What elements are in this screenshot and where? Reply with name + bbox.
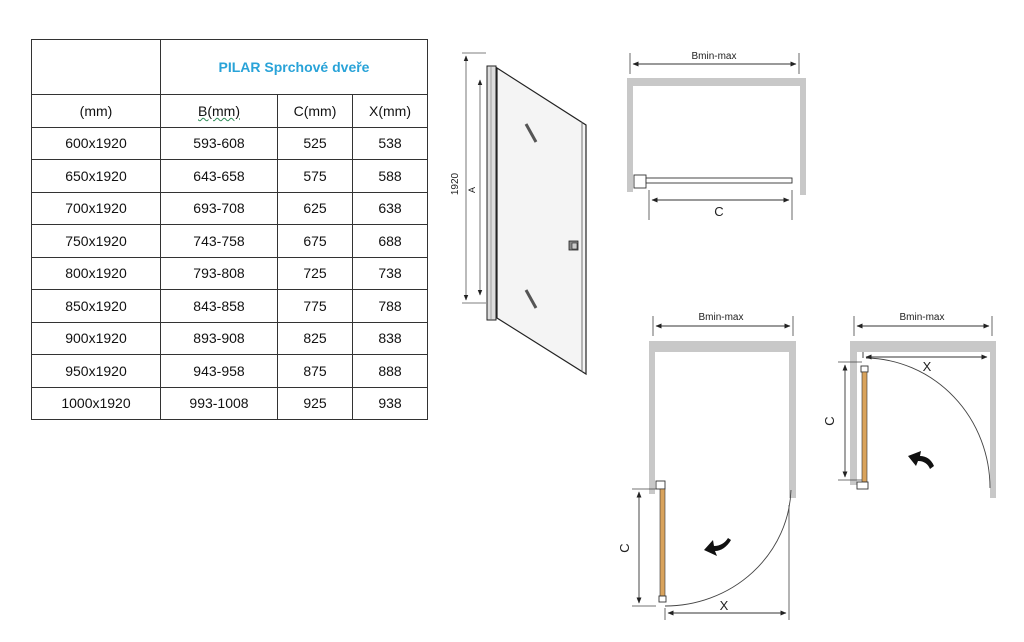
- left-swing-arrow: [704, 538, 731, 556]
- cell-c: 725: [278, 257, 353, 290]
- top-view-closed: [627, 51, 806, 220]
- header-x: X(mm): [353, 95, 428, 128]
- cell-size: 600x1920: [32, 127, 161, 160]
- cell-c: 875: [278, 355, 353, 388]
- door-knob: [569, 241, 578, 250]
- cell-size: 1000x1920: [32, 387, 161, 420]
- cell-size: 700x1920: [32, 192, 161, 225]
- top-width-label: Bmin-max: [691, 51, 737, 62]
- cell-c: 825: [278, 322, 353, 355]
- cell-x: 588: [353, 160, 428, 193]
- right-width-label: Bmin-max: [899, 312, 945, 323]
- cell-c: 525: [278, 127, 353, 160]
- cell-size: 650x1920: [32, 160, 161, 193]
- cell-b: 943-958: [161, 355, 278, 388]
- cell-b: 743-758: [161, 225, 278, 258]
- cell-b: 793-808: [161, 257, 278, 290]
- left-wall: [649, 341, 796, 498]
- height-dimension: [462, 53, 486, 303]
- cell-x: 838: [353, 322, 428, 355]
- closed-glass: [646, 178, 792, 183]
- a-label: A: [467, 186, 477, 194]
- cell-c: 775: [278, 290, 353, 323]
- cell-size: 800x1920: [32, 257, 161, 290]
- header-c: C(mm): [278, 95, 353, 128]
- cell-b: 993-1008: [161, 387, 278, 420]
- cell-size: 850x1920: [32, 290, 161, 323]
- cell-c: 575: [278, 160, 353, 193]
- cell-size: 750x1920: [32, 225, 161, 258]
- door-glass-panel: [497, 68, 586, 374]
- cell-c: 625: [278, 192, 353, 225]
- cell-x: 538: [353, 127, 428, 160]
- swing-view-right: [822, 312, 996, 498]
- cell-b: 643-658: [161, 160, 278, 193]
- height-label: 1920: [450, 172, 461, 196]
- right-c-label: C: [822, 416, 837, 426]
- table-title: PILAR Sprchové dveře: [161, 40, 428, 95]
- header-b: B(mm): [161, 95, 278, 128]
- cell-x: 788: [353, 290, 428, 323]
- open-glass-panel: [660, 489, 665, 596]
- wall-profile: [487, 66, 496, 320]
- cell-b: 843-858: [161, 290, 278, 323]
- left-x-label: X: [719, 598, 729, 613]
- top-c-label: C: [714, 204, 724, 219]
- swing-view-left: [617, 312, 796, 620]
- cell-size: 950x1920: [32, 355, 161, 388]
- left-swing-arc: [665, 490, 791, 606]
- right-swing-arc: [866, 358, 990, 488]
- hinge-block: [634, 175, 646, 188]
- top-wall: [627, 78, 806, 195]
- cell-c: 675: [278, 225, 353, 258]
- cell-x: 938: [353, 387, 428, 420]
- right-swing-arrow: [908, 451, 934, 469]
- left-c-label: C: [617, 543, 632, 553]
- cell-x: 888: [353, 355, 428, 388]
- cell-b: 893-908: [161, 322, 278, 355]
- door-elevation-view: [450, 53, 586, 374]
- right-x-label: X: [922, 359, 932, 374]
- cell-x: 638: [353, 192, 428, 225]
- header-size: (mm): [32, 95, 161, 128]
- cell-x: 738: [353, 257, 428, 290]
- cell-x: 688: [353, 225, 428, 258]
- cell-size: 900x1920: [32, 322, 161, 355]
- left-width-label: Bmin-max: [698, 312, 744, 323]
- cell-b: 693-708: [161, 192, 278, 225]
- cell-b: 593-608: [161, 127, 278, 160]
- cell-c: 925: [278, 387, 353, 420]
